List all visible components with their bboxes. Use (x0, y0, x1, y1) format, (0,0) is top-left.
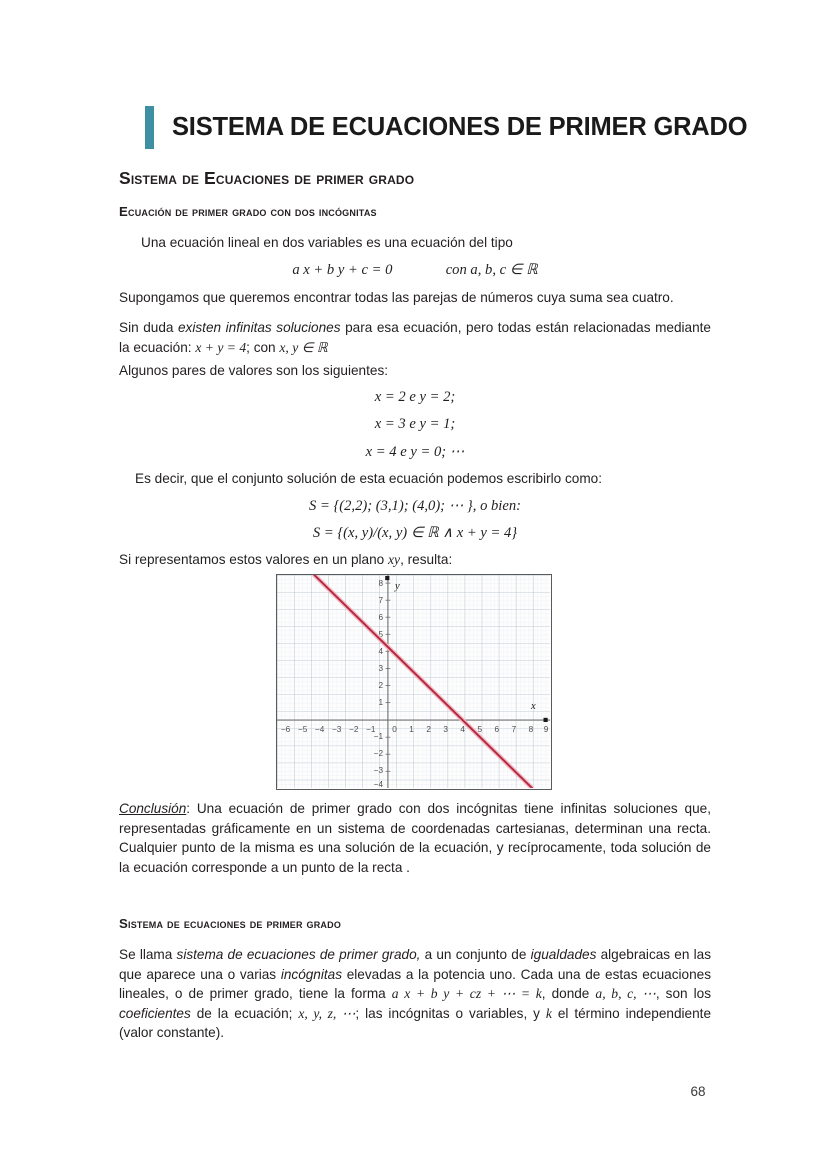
p3-equation: x + y = 4 (195, 339, 247, 355)
p3-text-a: Sin duda (119, 320, 178, 335)
p3-variables: x, y ∈ ℝ (279, 339, 328, 355)
x-axis-arrow-marker (544, 718, 548, 722)
p8-text-b: a un conjunto de (420, 947, 531, 962)
svg-text:5: 5 (477, 725, 483, 734)
p8-emphasis-3: incógnitas (280, 966, 343, 982)
p8-text-h: ; las incógnitas o variables, y (355, 1005, 546, 1021)
svg-text:−2: −2 (373, 749, 383, 758)
title-accent-bar (145, 106, 154, 149)
svg-text:1: 1 (378, 698, 383, 707)
svg-text:−3: −3 (373, 766, 383, 775)
svg-text:8: 8 (528, 725, 534, 734)
p8-emphasis-4: coeficientes (119, 1005, 191, 1021)
svg-text:−4: −4 (373, 780, 383, 788)
page-number-footer (0, 1084, 828, 1099)
y-axis-label: y (395, 581, 400, 592)
paragraph-supongamos (119, 288, 711, 308)
p8-equation: a x + b y + cz + ⋯ = k (391, 986, 542, 1002)
conclusion-text: : Una ecuación de primer grado con dos incógnitas tiene infinitas soluciones que, representadas gráficamente en un sistema de coordenadas cartesianas, determinan una recta. Cualquier punto de la misma es una solución de la ecuación, y recíprocamente, toda solución de la ecuación corresponde a un punto de la recta . (119, 801, 711, 875)
p6-plane-vars: xy (388, 552, 401, 567)
paragraph-conclusion (119, 799, 711, 877)
p8-text-e: , donde (541, 986, 596, 1002)
p8-text-g: de la ecuación; (190, 1005, 299, 1021)
paragraph-definition (119, 233, 711, 253)
svg-text:−4: −4 (314, 725, 325, 734)
svg-text:2: 2 (378, 681, 383, 690)
paragraph-supongamos-text: Supongamos que queremos encontrar todas las parejas de números cuya suma sea cuatro. (119, 290, 674, 305)
p3-emphasis: existen infinitas soluciones (178, 320, 341, 335)
svg-text:5: 5 (378, 630, 383, 639)
page-title: SISTEMA DE ECUACIONES DE PRIMER GRADO (172, 113, 748, 141)
svg-text:−2: −2 (349, 725, 359, 734)
paragraph-definition-text: Una ecuación lineal en dos variables es una ecuación del tipo (141, 235, 513, 250)
paragraph-algunos-pares (119, 361, 711, 381)
svg-text:9: 9 (543, 725, 549, 734)
equation-set-builder (119, 524, 711, 542)
paragraph-conjunto-solucion-text: Es decir, que el conjunto solución de esta ecuación podemos escribirlo como: (135, 471, 602, 486)
page-title-row (145, 106, 747, 149)
svg-text:7: 7 (378, 596, 383, 605)
equation-general-form (119, 261, 711, 279)
svg-text:7: 7 (511, 725, 517, 734)
p8-text-c: algebraicas en las que aparece una o varias (119, 947, 711, 982)
chart-svg (277, 575, 550, 788)
subsection-heading-1: Ecuación de primer grado con dos incógnitas (119, 204, 377, 219)
svg-text:4: 4 (378, 647, 383, 656)
p6-text-a: Si representamos estos valores en un plano (119, 552, 389, 567)
svg-text:4: 4 (460, 725, 465, 734)
p8-text-a: Se llama (119, 947, 177, 962)
p8-constant-k: k (545, 1005, 552, 1021)
svg-text:2: 2 (426, 725, 431, 734)
equation-pair-3-text: x = 4 e y = 0; ⋯ (365, 444, 465, 460)
subsection-heading-2: Sistema de ecuaciones de primer grado (119, 916, 342, 931)
p3-text-c: ; con (246, 339, 280, 355)
svg-text:−1: −1 (373, 732, 383, 741)
svg-text:3: 3 (443, 725, 448, 734)
svg-text:6: 6 (378, 613, 383, 622)
equation-pair-1 (119, 389, 711, 406)
p8-text-d: elevadas a la potencia uno. Cada una de estas ecuaciones lineales, o de primer grado, tiene la forma (119, 966, 711, 1002)
p8-emphasis-2: igualdades (530, 947, 597, 962)
y-axis-arrow-marker (385, 576, 389, 580)
chart-major-gridlines (277, 575, 550, 788)
svg-text:8: 8 (378, 579, 383, 588)
paragraph-representamos (119, 550, 711, 570)
cartesian-plane-chart (276, 574, 552, 790)
equation-set-roster-text: S = {(2,2); (3,1); (4,0); ⋯ }, o bien: (309, 498, 521, 514)
equation-pair-1-text: x = 2 e y = 2; (374, 389, 456, 405)
p8-unknown-vars: x, y, z, ⋯ (298, 1005, 356, 1021)
page-number-value: 68 (690, 1084, 706, 1099)
svg-text:6: 6 (494, 725, 500, 734)
equation-set-roster (119, 497, 711, 515)
p8-coefficient-vars: a, b, c, ⋯ (595, 986, 656, 1002)
paragraph-sistema-definition (119, 945, 711, 1043)
section-heading: Sistema de Ecuaciones de primer grado (119, 168, 415, 188)
x-axis-label: x (531, 701, 536, 712)
svg-text:1: 1 (409, 725, 414, 734)
equation-general-form-condition: con a, b, c ∈ ℝ (445, 262, 538, 278)
paragraph-infinitas-soluciones (119, 318, 711, 357)
p8-text-i: el término independiente (valor constante). (119, 1005, 712, 1041)
svg-text:0: 0 (392, 725, 397, 734)
svg-text:3: 3 (378, 664, 383, 673)
svg-text:−3: −3 (332, 725, 342, 734)
equation-general-form-lhs: a x + b y + c = 0 (292, 262, 393, 278)
equation-set-builder-text: S = {(x, y)/(x, y) ∈ ℝ ∧ x + y = 4} (312, 525, 518, 541)
equation-pair-2-text: x = 3 e y = 1; (374, 416, 456, 432)
p8-text-f: , son los (655, 986, 712, 1002)
paragraph-algunos-pares-text: Algunos pares de valores son los siguientes: (119, 363, 389, 378)
svg-text:−5: −5 (297, 725, 308, 734)
paragraph-conjunto-solucion (119, 469, 711, 489)
svg-text:−1: −1 (366, 725, 376, 734)
equation-pair-3 (119, 443, 711, 461)
p6-text-b: , resulta: (400, 552, 453, 567)
p3-text-b: para esa ecuación, pero todas están relacionadas mediante la ecuación: (119, 320, 711, 355)
svg-text:−6: −6 (280, 725, 291, 734)
p8-emphasis-1: sistema de ecuaciones de primer grado, (176, 947, 421, 962)
conclusion-label: Conclusión (119, 801, 187, 816)
equation-pair-2 (119, 416, 711, 433)
